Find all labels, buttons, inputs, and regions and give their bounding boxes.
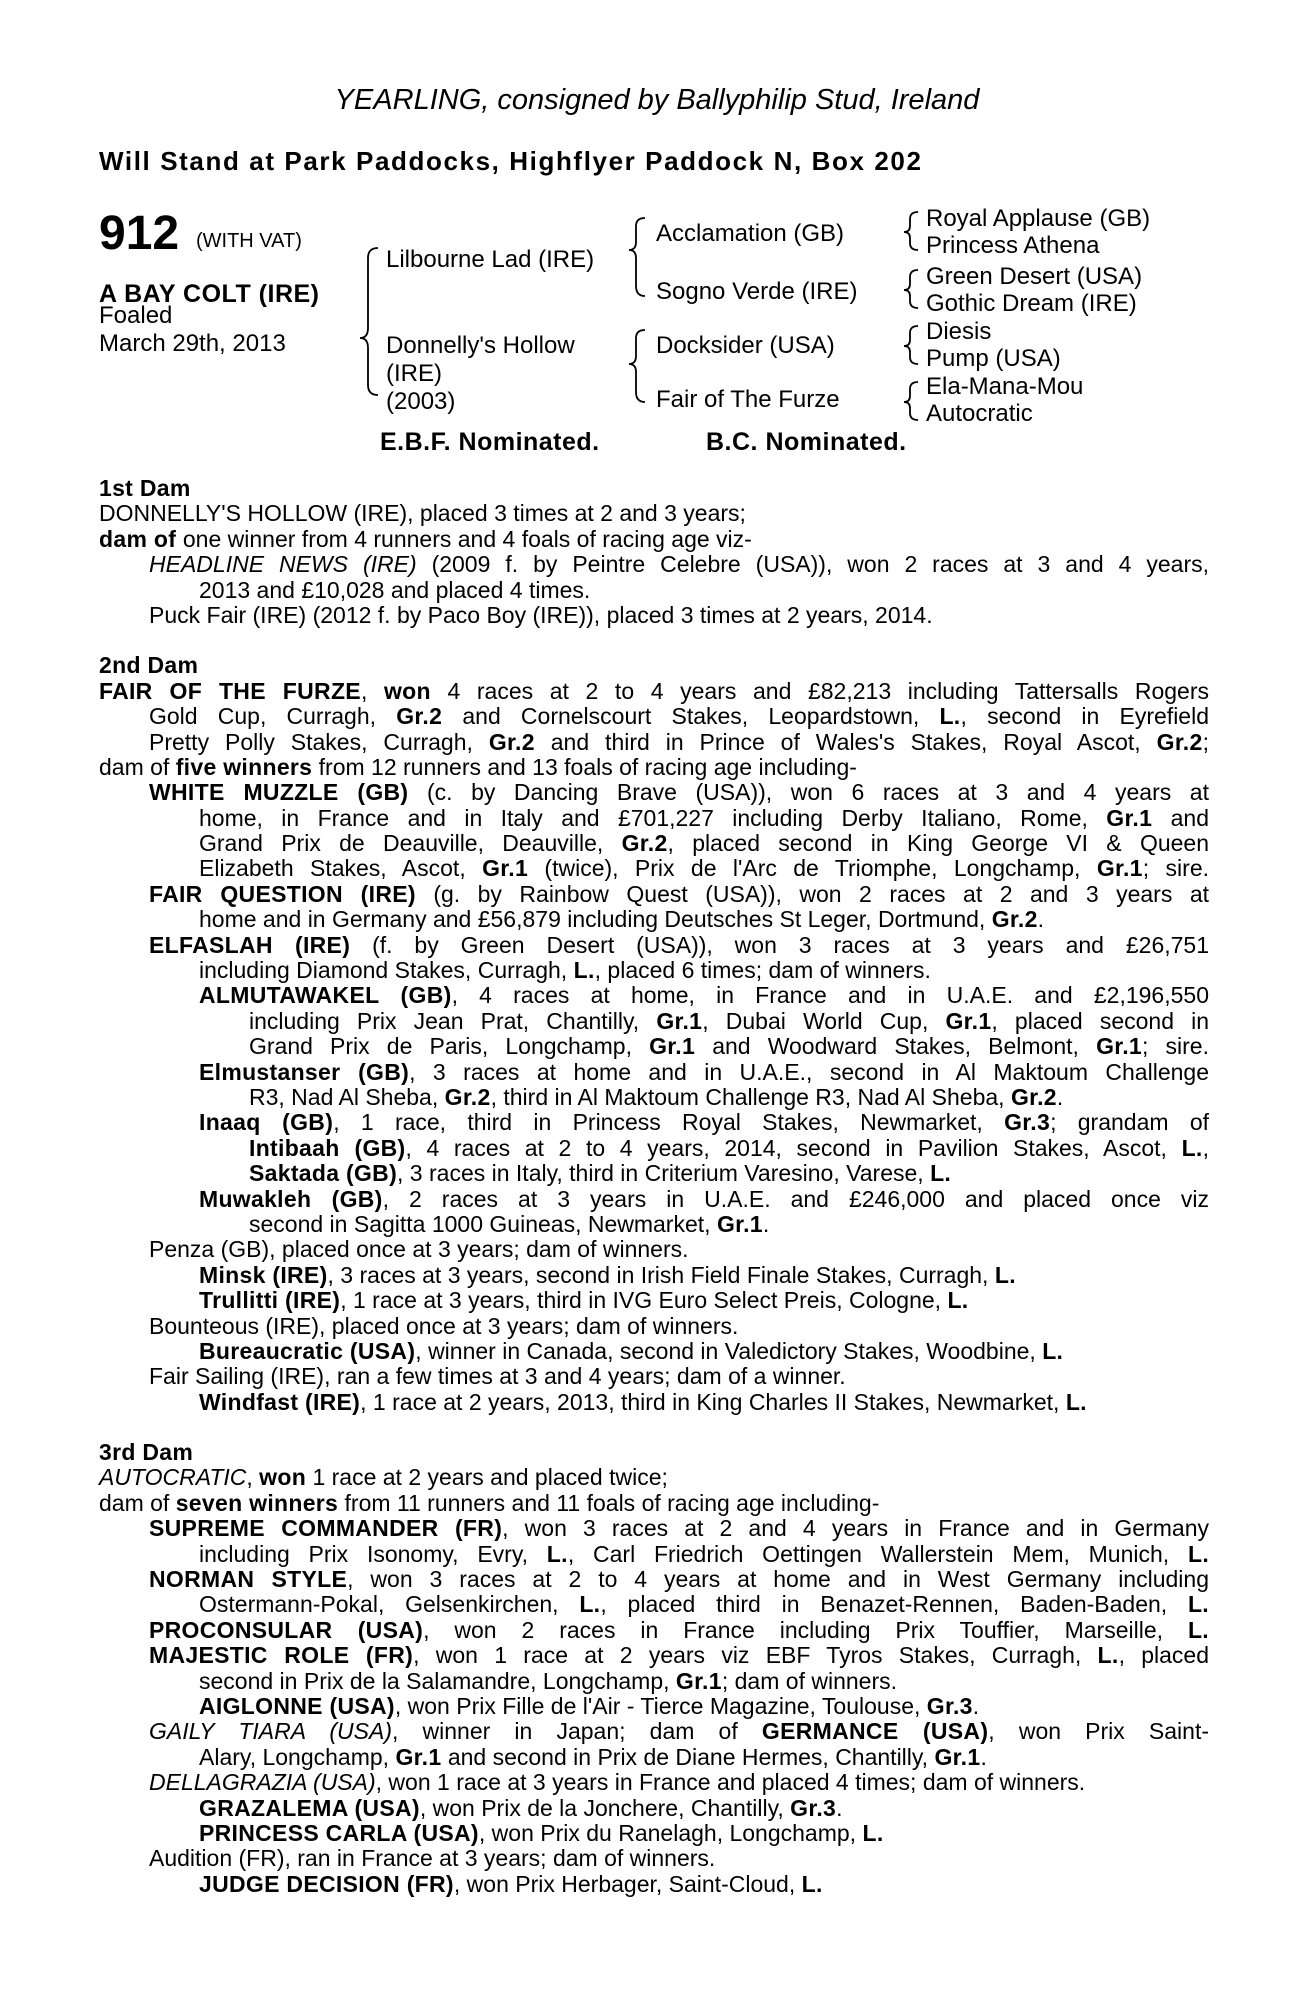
bold-segment: Gr.2 bbox=[444, 1083, 491, 1110]
sire-sire-name: Acclamation (GB) bbox=[656, 220, 845, 247]
bold-segment: L. bbox=[1187, 1541, 1209, 1567]
bold-segment: GERMANCE (USA) bbox=[761, 1719, 989, 1745]
bold-segment: Inaaq (GB) bbox=[199, 1110, 334, 1136]
record-line bbox=[99, 1872, 1209, 1897]
text-segment: home, in France and in Italy and £701,227 including Derby Italiano, Rome, bbox=[199, 805, 1107, 831]
bold-segment: Minsk (IRE) bbox=[199, 1261, 328, 1288]
text-segment: 2013 and £10,028 and placed 4 times. bbox=[199, 576, 591, 603]
text-segment: , won 3 races at 2 to 4 years at home and in West Germany including bbox=[347, 1567, 1209, 1593]
text-segment: Ostermann-Pokal, Gelsenkirchen, bbox=[199, 1592, 580, 1618]
text-segment: including Prix Isonomy, Evry, bbox=[199, 1541, 547, 1567]
record-line bbox=[99, 1618, 1209, 1643]
lot-description: A BAY COLT (IRE) bbox=[99, 280, 320, 308]
text-segment: dam of bbox=[99, 753, 176, 780]
text-segment: DONNELLY'S HOLLOW (IRE), placed 3 times at 2 and 3 years; bbox=[99, 500, 746, 527]
bold-segment: MAJESTIC ROLE (FR) bbox=[149, 1643, 414, 1669]
text-segment: and second in Prix de Diane Hermes, Chantilly, bbox=[441, 1743, 935, 1770]
record-line bbox=[99, 1390, 1209, 1415]
text-segment: , 4 races at home, in France and in U.A.E. and £2,196,550 bbox=[451, 983, 1209, 1009]
bold-segment: L. bbox=[801, 1870, 823, 1897]
bold-segment: L. bbox=[1187, 1617, 1209, 1643]
bold-segment: AIGLONNE (USA) bbox=[199, 1692, 395, 1719]
text-segment: ; dam of winners. bbox=[721, 1667, 897, 1694]
bold-segment: L. bbox=[1097, 1643, 1119, 1669]
text-segment: ; grandam of bbox=[1050, 1110, 1209, 1136]
text-segment: , second in Eyrefield bbox=[960, 704, 1209, 730]
text-segment: Puck Fair (IRE) (2012 f. by Paco Boy (IRE)), placed 3 times at 2 years, 2014. bbox=[149, 601, 933, 628]
record-line bbox=[99, 1719, 1209, 1744]
record-line bbox=[99, 704, 1209, 729]
record-line bbox=[99, 527, 1209, 552]
bold-segment: seven winners bbox=[175, 1489, 339, 1516]
italic-segment: AUTOCRATIC bbox=[99, 1464, 247, 1491]
foaled-date: March 29th, 2013 bbox=[99, 330, 286, 357]
text-segment: , 4 races at 2 to 4 years, 2014, second in Pavilion Stakes, Ascot, bbox=[405, 1135, 1182, 1161]
pedigree-notes bbox=[99, 476, 1209, 1897]
bold-segment: won bbox=[259, 1464, 307, 1491]
section-heading bbox=[99, 476, 1209, 501]
record-line bbox=[99, 552, 1209, 577]
bold-segment: Gr.1 bbox=[934, 1743, 981, 1770]
text-segment: , bbox=[360, 678, 384, 704]
bold-segment: L. bbox=[939, 704, 961, 730]
bold-segment: ALMUTAWAKEL (GB) bbox=[199, 983, 452, 1009]
text-segment: . bbox=[1056, 1083, 1064, 1110]
bold-segment: Trullitti (IRE) bbox=[199, 1287, 341, 1314]
text-segment: Alary, Longchamp, bbox=[199, 1743, 396, 1770]
record-line bbox=[99, 1187, 1209, 1212]
bold-segment: Gr.1 bbox=[716, 1210, 763, 1237]
record-line bbox=[99, 1745, 1209, 1770]
brace-sire-dam bbox=[360, 248, 378, 395]
bold-segment: Gr.1 bbox=[945, 1008, 992, 1034]
section-heading bbox=[99, 653, 1209, 678]
bold-segment: Gr.1 bbox=[1106, 805, 1153, 831]
text-segment: , third in Al Maktoum Challenge R3, Nad Al Sheba, bbox=[490, 1083, 1011, 1110]
record-line bbox=[99, 1263, 1209, 1288]
text-segment: second in Sagitta 1000 Guineas, Newmarket, bbox=[249, 1210, 717, 1237]
text-segment: , placed bbox=[1118, 1643, 1209, 1669]
record-line bbox=[99, 1009, 1209, 1034]
text-segment: Bounteous (IRE), placed once at 3 years; dam of winners. bbox=[149, 1312, 739, 1339]
brace-dam bbox=[629, 330, 645, 402]
text-segment: from 4 runners and 4 foals of racing age viz- bbox=[295, 525, 752, 552]
dam-dam-name: Fair of The Furze bbox=[656, 386, 840, 413]
record-line bbox=[99, 1796, 1209, 1821]
bold-segment: dam of bbox=[99, 525, 183, 552]
bold-segment: Gr.2 bbox=[1010, 1083, 1057, 1110]
record-line bbox=[99, 1339, 1209, 1364]
record-line bbox=[99, 1491, 1209, 1516]
bold-segment: JUDGE DECISION (FR) bbox=[199, 1870, 454, 1897]
text-segment: , placed second in bbox=[991, 1008, 1209, 1034]
text-segment: , winner in Canada, second in Valedictory Stakes, Woodbine, bbox=[415, 1337, 1043, 1364]
text-segment: and bbox=[1152, 805, 1209, 831]
ancestor-8: Autocratic bbox=[926, 400, 1033, 427]
foaled-label: Foaled bbox=[99, 302, 173, 329]
text-segment: , won 1 race at 2 years viz EBF Tyros Stakes, Curragh, bbox=[413, 1643, 1098, 1669]
bold-segment: five winners bbox=[175, 753, 313, 780]
text-segment: one winner bbox=[182, 525, 296, 552]
text-segment: , Dubai World Cup, bbox=[702, 1008, 946, 1034]
record-line bbox=[99, 679, 1209, 704]
record-line bbox=[99, 958, 1209, 983]
text-segment: , 1 race at 2 years, 2013, third in King Charles II Stakes, Newmarket, bbox=[360, 1388, 1066, 1415]
text-segment: , bbox=[1202, 1135, 1209, 1161]
text-segment: , won 3 races at 2 and 4 years in France and in Germany bbox=[502, 1516, 1209, 1542]
text-segment: (c. by Dancing Brave (USA)), won 6 races at 3 and 4 years at bbox=[408, 780, 1209, 806]
bold-segment: Gr.2 bbox=[991, 906, 1038, 933]
record-line bbox=[99, 603, 1209, 628]
record-line bbox=[99, 1516, 1209, 1541]
text-segment: , won Prix de la Jonchere, Chantilly, bbox=[419, 1794, 791, 1821]
bold-segment: PROCONSULAR (USA) bbox=[149, 1617, 424, 1643]
text-segment: Grand Prix de Paris, Longchamp, bbox=[249, 1034, 650, 1060]
text-segment: Elizabeth Stakes, Ascot, bbox=[199, 856, 483, 882]
italic-segment: GAILY TIARA (USA) bbox=[149, 1719, 392, 1745]
bold-segment: Gr.1 bbox=[1096, 856, 1143, 882]
section-gap bbox=[99, 628, 1209, 653]
record-line bbox=[99, 983, 1209, 1008]
bold-segment: L. bbox=[1181, 1135, 1203, 1161]
bold-segment: Gr.1 bbox=[675, 1667, 722, 1694]
bc-nominated: B.C. Nominated. bbox=[706, 428, 907, 456]
text-segment: , won Prix du Ranelagh, Longchamp, bbox=[478, 1819, 863, 1846]
bold-segment: Gr.1 bbox=[656, 1008, 703, 1034]
record-line bbox=[99, 1465, 1209, 1490]
bold-segment: Windfast (IRE) bbox=[199, 1388, 361, 1415]
bold-segment: L. bbox=[862, 1819, 884, 1846]
stand-location: Will Stand at Park Paddocks, Highflyer Paddock N, Box 202 bbox=[99, 146, 923, 176]
text-segment: , won Prix Herbager, Saint-Cloud, bbox=[453, 1870, 802, 1897]
ancestor-6: Pump (USA) bbox=[926, 345, 1061, 372]
text-segment: and Cornelscourt Stakes, Leopardstown, bbox=[442, 704, 940, 730]
bold-segment: Gr.1 bbox=[395, 1743, 442, 1770]
italic-segment: DELLAGRAZIA (USA) bbox=[149, 1769, 376, 1796]
bold-segment: SUPREME COMMANDER (FR) bbox=[149, 1516, 503, 1542]
record-line bbox=[99, 730, 1209, 755]
text-segment: Fair Sailing (IRE), ran a few times at 3 and 4 years; dam of a winner. bbox=[149, 1363, 846, 1390]
text-segment: , won 1 race at 3 years in France and placed 4 times; dam of winners. bbox=[375, 1769, 1086, 1796]
ebf-nominated: E.B.F. Nominated. bbox=[380, 428, 600, 456]
record-line bbox=[99, 755, 1209, 780]
bold-segment: L. bbox=[573, 957, 595, 984]
section-gap bbox=[99, 1415, 1209, 1440]
bold-segment: Gr.2 bbox=[1156, 729, 1203, 755]
ancestor-2: Princess Athena bbox=[926, 232, 1100, 259]
record-line bbox=[99, 1212, 1209, 1237]
text-segment: , winner in Japan; dam of bbox=[392, 1719, 762, 1745]
record-line bbox=[99, 1237, 1209, 1262]
bold-segment: Intibaah (GB) bbox=[249, 1135, 406, 1161]
text-segment: , 3 races at home and in U.A.E., second in Al Maktoum Challenge bbox=[409, 1059, 1209, 1085]
record-line bbox=[99, 1694, 1209, 1719]
text-segment: , placed second in King George VI & Queen bbox=[667, 831, 1209, 857]
record-line bbox=[99, 933, 1209, 958]
bold-segment: NORMAN STYLE bbox=[149, 1567, 348, 1593]
text-segment: ; sire. bbox=[1142, 1034, 1209, 1060]
text-segment: from 11 runners and 11 foals of racing age including- bbox=[338, 1489, 880, 1516]
bold-segment: WHITE MUZZLE (GB) bbox=[149, 780, 409, 806]
bold-segment: L. bbox=[1187, 1592, 1209, 1618]
text-segment: , 3 races at 3 years, second in Irish Field Finale Stakes, Curragh, bbox=[327, 1261, 995, 1288]
record-line bbox=[99, 1288, 1209, 1313]
text-segment: (2009 f. by Peintre Celebre (USA)), won 2 races at 3 and 4 years, bbox=[416, 552, 1209, 578]
section-heading-text: 3rd Dam bbox=[99, 1439, 194, 1466]
text-segment: , 1 race at 3 years, third in IVG Euro Select Preis, Cologne, bbox=[340, 1287, 948, 1314]
text-segment: Pretty Polly Stakes, Curragh, bbox=[149, 729, 489, 755]
record-line bbox=[99, 1821, 1209, 1846]
bold-segment: L. bbox=[1042, 1337, 1064, 1364]
ancestor-4: Gothic Dream (IRE) bbox=[926, 290, 1137, 317]
text-segment: 4 races at 2 to 4 years and £82,213 including Tattersalls Rogers bbox=[430, 678, 1209, 704]
bold-segment: won bbox=[383, 678, 431, 704]
record-line bbox=[99, 806, 1209, 831]
record-line bbox=[99, 1161, 1209, 1186]
sale-subtitle: YEARLING, consigned by Ballyphilip Stud, Ireland bbox=[334, 84, 980, 116]
sire-dam-name: Sogno Verde (IRE) bbox=[656, 278, 858, 305]
text-segment: second in Prix de la Salamandre, Longchamp, bbox=[199, 1667, 676, 1694]
bold-segment: Saktada (GB) bbox=[249, 1160, 398, 1187]
text-segment: . bbox=[1037, 906, 1045, 933]
dam-foaled-year: (2003) bbox=[386, 388, 456, 415]
bold-segment: L. bbox=[930, 1160, 952, 1187]
record-line bbox=[99, 780, 1209, 805]
text-segment: (f. by Green Desert (USA)), won 3 races at 3 years and £26,751 bbox=[350, 932, 1209, 958]
brace-g2 bbox=[904, 270, 918, 308]
text-segment: , won 2 races in France including Prix Touffier, Marseille, bbox=[423, 1617, 1188, 1643]
sire-name: Lilbourne Lad (IRE) bbox=[386, 246, 595, 273]
record-line bbox=[99, 831, 1209, 856]
bold-segment: GRAZALEMA (USA) bbox=[199, 1794, 420, 1821]
record-line bbox=[99, 501, 1209, 526]
bold-segment: Gr.1 bbox=[1096, 1034, 1143, 1060]
text-segment: including Diamond Stakes, Curragh, bbox=[199, 957, 574, 984]
bold-segment: Bureaucratic (USA) bbox=[199, 1337, 416, 1364]
text-segment: , placed 6 times; dam of winners. bbox=[594, 957, 931, 984]
record-line bbox=[99, 1314, 1209, 1339]
bold-segment: Gr.1 bbox=[649, 1034, 696, 1060]
bold-segment: L. bbox=[994, 1261, 1016, 1288]
record-line bbox=[99, 1567, 1209, 1592]
bold-segment: L. bbox=[546, 1541, 568, 1567]
brace-sire bbox=[629, 218, 645, 296]
record-line bbox=[99, 578, 1209, 603]
text-segment: (twice), Prix de l'Arc de Triomphe, Longchamp, bbox=[528, 856, 1097, 882]
text-segment: 1 race at 2 years and placed twice; bbox=[306, 1464, 668, 1491]
bold-segment: Gr.3 bbox=[926, 1692, 973, 1719]
bold-segment: Gr.2 bbox=[488, 729, 535, 755]
record-line bbox=[99, 907, 1209, 932]
text-segment: . bbox=[836, 1794, 843, 1821]
text-segment: including Prix Jean Prat, Chantilly, bbox=[249, 1008, 657, 1034]
italic-segment: HEADLINE NEWS (IRE) bbox=[149, 552, 417, 578]
bold-segment: Gr.2 bbox=[396, 704, 443, 730]
text-segment: Gold Cup, Curragh, bbox=[149, 704, 397, 730]
text-segment: Grand Prix de Deauville, Deauville, bbox=[199, 831, 622, 857]
record-line bbox=[99, 1364, 1209, 1389]
text-segment: home and in Germany and £56,879 including Deutsches St Leger, Dortmund, bbox=[199, 906, 992, 933]
vat-note: (WITH VAT) bbox=[196, 230, 302, 252]
text-segment: Audition (FR), ran in France at 3 years; dam of winners. bbox=[149, 1845, 716, 1872]
text-segment: , 1 race, third in Princess Royal Stakes, Newmarket, bbox=[333, 1110, 1005, 1136]
dam-name-line1: Donnelly's Hollow bbox=[386, 332, 575, 359]
section-heading-text: 1st Dam bbox=[99, 475, 191, 501]
text-segment: Penza (GB), placed once at 3 years; dam of winners. bbox=[149, 1236, 689, 1263]
ancestor-3: Green Desert (USA) bbox=[926, 263, 1143, 290]
record-line bbox=[99, 1136, 1209, 1161]
bold-segment: PRINCESS CARLA (USA) bbox=[199, 1819, 479, 1846]
record-line bbox=[99, 856, 1209, 881]
text-segment: , Carl Friedrich Oettingen Wallerstein Mem, Munich, bbox=[567, 1541, 1188, 1567]
text-segment: , won Prix Fille de l'Air - Tierce Magazine, Toulouse, bbox=[394, 1692, 927, 1719]
bold-segment: L. bbox=[579, 1592, 601, 1618]
dam-name-line2: (IRE) bbox=[386, 360, 442, 387]
bold-segment: L. bbox=[947, 1287, 969, 1314]
record-line bbox=[99, 1643, 1209, 1668]
text-segment: , 2 races at 3 years in U.A.E. and £246,000 and placed once viz bbox=[382, 1186, 1209, 1212]
section-heading-text: 2nd Dam bbox=[99, 652, 199, 679]
brace-g4 bbox=[904, 382, 918, 420]
text-segment: ; sire. bbox=[1142, 856, 1209, 882]
ancestor-5: Diesis bbox=[926, 318, 992, 345]
bold-segment: Gr.3 bbox=[1004, 1110, 1051, 1136]
text-segment: dam of bbox=[99, 1489, 176, 1516]
record-line bbox=[99, 1770, 1209, 1795]
record-line bbox=[99, 1846, 1209, 1871]
text-segment: , bbox=[246, 1464, 260, 1491]
bold-segment: Elmustanser (GB) bbox=[199, 1059, 410, 1085]
bold-segment: Gr.2 bbox=[621, 831, 668, 857]
text-segment: ; bbox=[1202, 729, 1209, 755]
text-segment: . bbox=[972, 1692, 980, 1719]
bold-segment: FAIR QUESTION (IRE) bbox=[149, 881, 416, 907]
text-segment: (g. by Rainbow Quest (USA)), won 2 races at 2 and 3 years at bbox=[415, 881, 1209, 907]
bold-segment: L. bbox=[1065, 1388, 1087, 1415]
text-segment: R3, Nad Al Sheba, bbox=[249, 1083, 445, 1110]
record-line bbox=[99, 1669, 1209, 1694]
text-segment: , won Prix Saint- bbox=[988, 1719, 1209, 1745]
bold-segment: Gr.1 bbox=[482, 856, 529, 882]
record-line bbox=[99, 882, 1209, 907]
brace-g1 bbox=[904, 212, 918, 250]
section-heading bbox=[99, 1440, 1209, 1465]
brace-g3 bbox=[904, 326, 918, 364]
bold-segment: Gr.3 bbox=[790, 1794, 837, 1821]
lot-number: 912 bbox=[99, 207, 180, 260]
ancestor-1: Royal Applause (GB) bbox=[926, 205, 1151, 232]
text-segment: from 12 runners and 13 foals of racing age including- bbox=[312, 753, 857, 780]
text-segment: and Woodward Stakes, Belmont, bbox=[695, 1034, 1097, 1060]
record-line bbox=[99, 1034, 1209, 1059]
text-segment: . bbox=[980, 1743, 987, 1770]
ancestor-7: Ela-Mana-Mou bbox=[926, 373, 1084, 400]
bold-segment: FAIR OF THE FURZE bbox=[99, 678, 361, 704]
record-line bbox=[99, 1110, 1209, 1135]
text-segment: . bbox=[762, 1210, 770, 1237]
text-segment: , 3 races in Italy, third in Criterium Varesino, Varese, bbox=[397, 1160, 931, 1187]
bold-segment: Muwakleh (GB) bbox=[199, 1186, 383, 1212]
dam-sire-name: Docksider (USA) bbox=[656, 332, 835, 359]
record-line bbox=[99, 1060, 1209, 1085]
record-line bbox=[99, 1592, 1209, 1617]
record-line bbox=[99, 1085, 1209, 1110]
text-segment: and third in Prince of Wales's Stakes, Royal Ascot, bbox=[534, 729, 1157, 755]
record-line bbox=[99, 1542, 1209, 1567]
text-segment: , placed third in Benazet-Rennen, Baden-Baden, bbox=[600, 1592, 1188, 1618]
bold-segment: ELFASLAH (IRE) bbox=[149, 932, 351, 958]
